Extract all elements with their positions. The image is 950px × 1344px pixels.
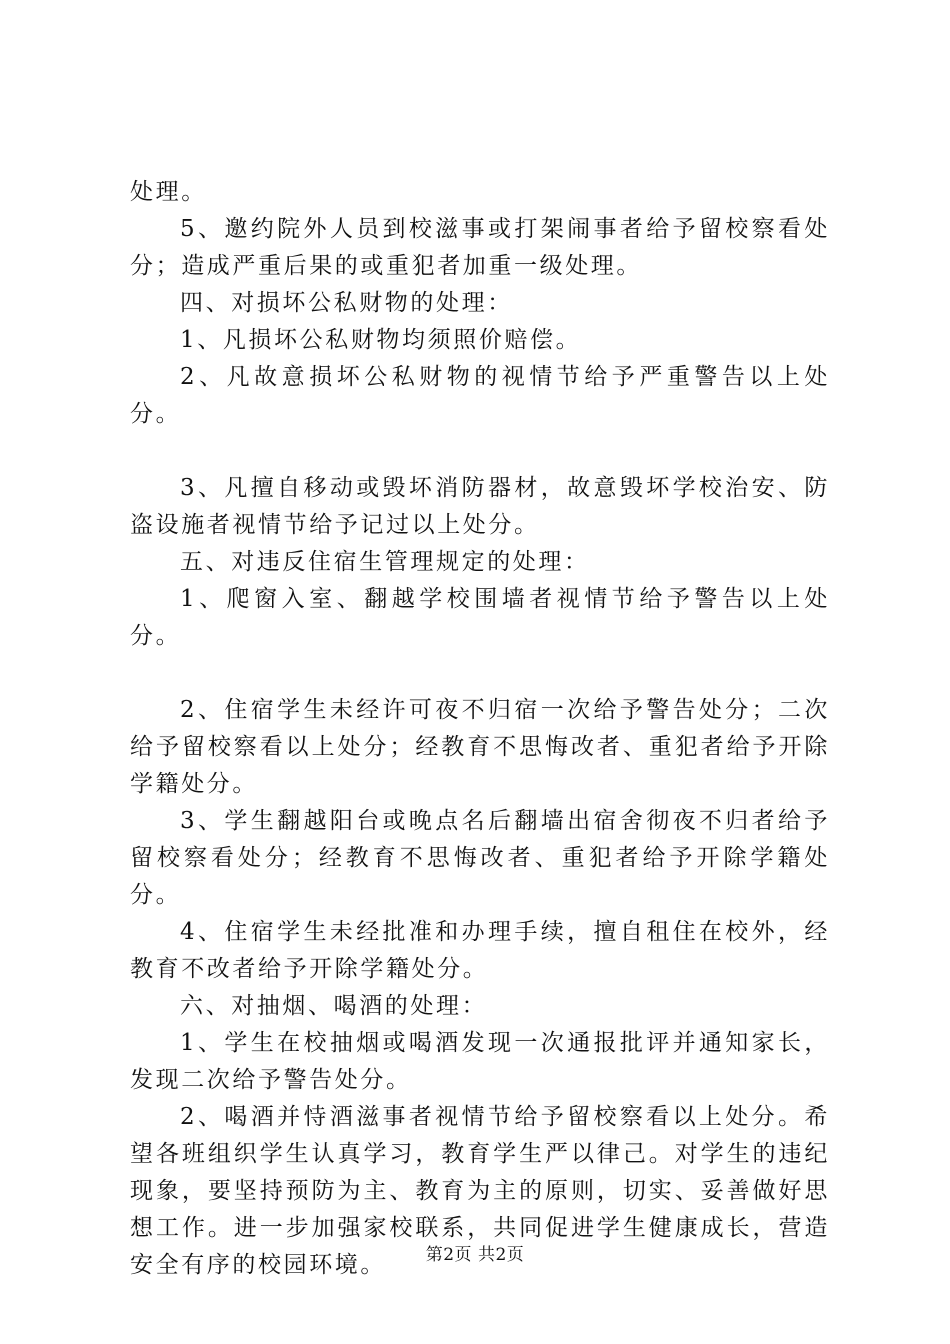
paragraph-property-1: 1、凡损坏公私财物均须照价赔偿。	[180, 327, 582, 353]
page-footer: 第2页 共2页	[425, 1245, 525, 1265]
document-body	[130, 174, 830, 1284]
paragraph-dorm-1: 1、爬窗入室、翻越学校围墙者视情节给予警告以上处分。	[130, 586, 830, 649]
paragraph-dorm-2: 2、住宿学生未经许可夜不归宿一次给予警告处分；二次给予留校察看以上处分；经教育不思悔改者、重犯者给予开除学籍处分。	[130, 697, 830, 797]
paragraph-gap	[130, 655, 830, 692]
paragraph-property-2: 2、凡故意损坏公私财物的视情节给予严重警告以上处分。	[130, 364, 830, 427]
paragraph-dorm-3: 3、学生翻越阳台或晚点名后翻墙出宿舍彻夜不归者给予留校察看处分；经教育不思悔改者、重犯者给予开除学籍处分。	[130, 808, 830, 908]
paragraph-continuation: 处理。	[130, 179, 207, 205]
paragraph-property-3: 3、凡擅自移动或毁坏消防器材，故意毁坏学校治安、防盗设施者视情节给予记过以上处分。	[130, 475, 830, 538]
paragraph-gap	[130, 433, 830, 470]
section-heading-6: 六、对抽烟、喝酒的处理：	[180, 993, 488, 1019]
section-heading-4: 四、对损坏公私财物的处理：	[180, 290, 513, 316]
paragraph-rule-5: 5、邀约院外人员到校滋事或打架闹事者给予留校察看处分；造成严重后果的或重犯者加重一级处理。	[130, 216, 830, 279]
section-heading-5: 五、对违反住宿生管理规定的处理：	[180, 549, 590, 575]
paragraph-dorm-4: 4、住宿学生未经批准和办理手续，擅自租住在校外，经教育不改者给予开除学籍处分。	[130, 919, 830, 982]
paragraph-smoking-1: 1、学生在校抽烟或喝酒发现一次通报批评并通知家长，发现二次给予警告处分。	[130, 1030, 830, 1093]
paragraph-smoking-2: 2、喝酒并恃酒滋事者视情节给予留校察看以上处分。希望各班组织学生认真学习，教育学生严以律己。对学生的违纪现象，要坚持预防为主、教育为主的原则，切实、妥善做好思想工作。进一步加强家校联系，共同促进学生健康成长，营造安全有序的校园环境。	[130, 1104, 830, 1278]
